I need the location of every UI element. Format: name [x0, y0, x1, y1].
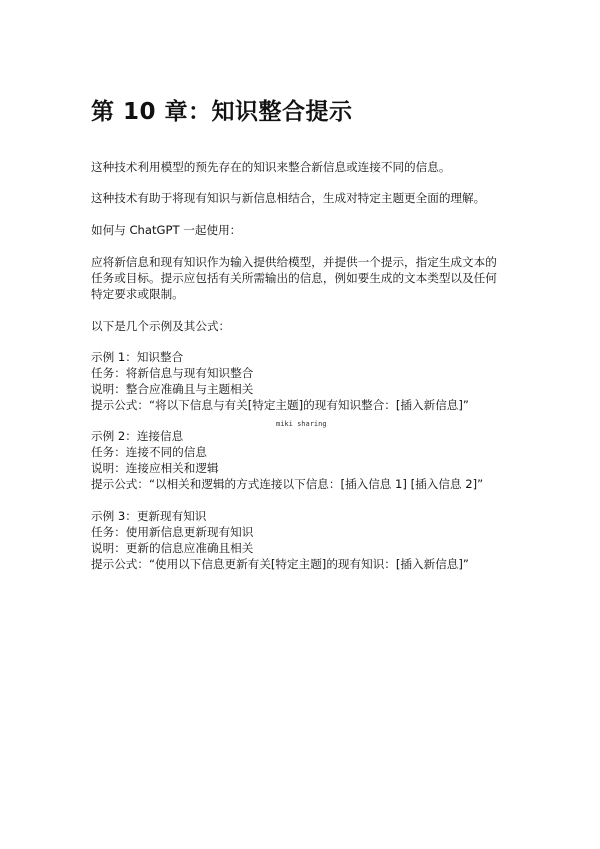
example-3-note: 说明：更新的信息应准确且相关 — [91, 541, 254, 555]
usage-heading: 如何与 ChatGPT 一起使用： — [91, 223, 242, 237]
chapter-title: 第 10 章：知识整合提示 — [91, 99, 353, 125]
watermark-text: miki sharing — [276, 420, 327, 428]
intro-paragraph-1: 这种技术利用模型的预先存在的知识来整合新信息或连接不同的信息。 — [91, 160, 451, 174]
example-2-name: 示例 2：连接信息 — [91, 429, 184, 443]
example-1-name: 示例 1：知识整合 — [91, 350, 184, 364]
examples-heading: 以下是几个示例及其公式： — [91, 319, 231, 333]
example-1-note: 说明：整合应准确且与主题相关 — [91, 382, 254, 396]
example-3-name: 示例 3：更新现有知识 — [91, 509, 207, 523]
example-3-task: 任务：使用新信息更新现有知识 — [91, 525, 254, 539]
usage-line-2: 任务或目标。提示应包括有关所需输出的信息，例如要生成的文本类型以及任何 — [91, 271, 497, 285]
example-3-formula: 提示公式：“使用以下信息更新有关[特定主题]的现有知识：[插入新信息]” — [91, 557, 469, 571]
example-2-task: 任务：连接不同的信息 — [91, 445, 207, 459]
example-1-task: 任务：将新信息与现有知识整合 — [91, 366, 254, 380]
usage-line-1: 应将新信息和现有知识作为输入提供给模型，并提供一个提示，指定生成文本的 — [91, 255, 497, 269]
intro-paragraph-2: 这种技术有助于将现有知识与新信息相结合，生成对特定主题更全面的理解。 — [91, 191, 486, 205]
usage-line-3: 特定要求或限制。 — [91, 287, 184, 301]
example-2-note: 说明：连接应相关和逻辑 — [91, 461, 219, 475]
example-1-formula: 提示公式：“将以下信息与有关[特定主题]的现有知识整合：[插入新信息]” — [91, 398, 469, 412]
example-2-formula: 提示公式：“以相关和逻辑的方式连接以下信息：[插入信息 1] [插入信息 2]” — [91, 477, 484, 491]
